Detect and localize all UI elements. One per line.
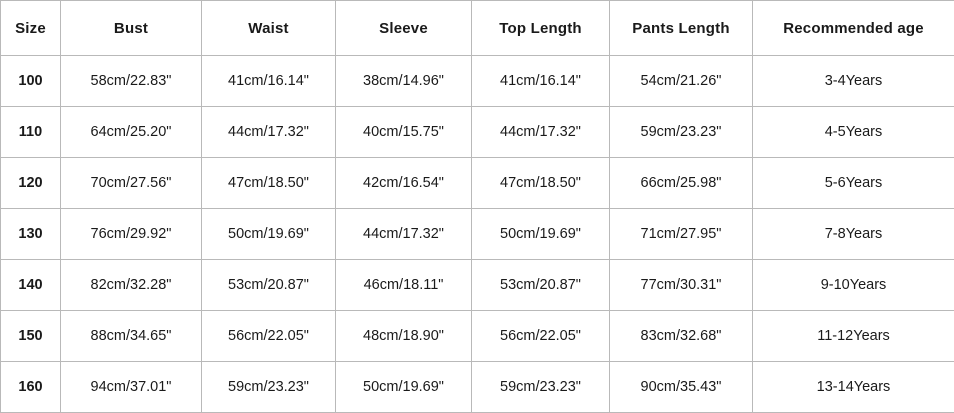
cell-bust: 82cm/32.28" bbox=[61, 260, 202, 311]
cell-bust: 58cm/22.83" bbox=[61, 56, 202, 107]
cell-recommended-age: 9-10Years bbox=[753, 260, 954, 311]
cell-top-length: 50cm/19.69" bbox=[472, 209, 610, 260]
cell-pants-length: 77cm/30.31" bbox=[610, 260, 753, 311]
cell-size: 160 bbox=[1, 362, 61, 413]
cell-sleeve: 42cm/16.54" bbox=[336, 158, 472, 209]
cell-sleeve: 50cm/19.69" bbox=[336, 362, 472, 413]
cell-recommended-age: 7-8Years bbox=[753, 209, 954, 260]
cell-pants-length: 71cm/27.95" bbox=[610, 209, 753, 260]
cell-recommended-age: 3-4Years bbox=[753, 56, 954, 107]
cell-top-length: 59cm/23.23" bbox=[472, 362, 610, 413]
table-row bbox=[1, 311, 954, 362]
cell-bust: 88cm/34.65" bbox=[61, 311, 202, 362]
table-body bbox=[1, 56, 954, 413]
table-row bbox=[1, 362, 954, 413]
table-row bbox=[1, 56, 954, 107]
column-header-size: Size bbox=[1, 1, 61, 56]
cell-bust: 70cm/27.56" bbox=[61, 158, 202, 209]
column-header-bust: Bust bbox=[61, 1, 202, 56]
table-row bbox=[1, 107, 954, 158]
cell-waist: 59cm/23.23" bbox=[202, 362, 336, 413]
cell-waist: 41cm/16.14" bbox=[202, 56, 336, 107]
cell-top-length: 44cm/17.32" bbox=[472, 107, 610, 158]
cell-pants-length: 66cm/25.98" bbox=[610, 158, 753, 209]
cell-size: 140 bbox=[1, 260, 61, 311]
cell-top-length: 47cm/18.50" bbox=[472, 158, 610, 209]
cell-waist: 50cm/19.69" bbox=[202, 209, 336, 260]
cell-waist: 47cm/18.50" bbox=[202, 158, 336, 209]
column-header-sleeve: Sleeve bbox=[336, 1, 472, 56]
cell-recommended-age: 5-6Years bbox=[753, 158, 954, 209]
table-header bbox=[1, 1, 954, 56]
cell-pants-length: 90cm/35.43" bbox=[610, 362, 753, 413]
cell-recommended-age: 13-14Years bbox=[753, 362, 954, 413]
cell-waist: 44cm/17.32" bbox=[202, 107, 336, 158]
cell-recommended-age: 4-5Years bbox=[753, 107, 954, 158]
column-header-recommended-age: Recommended age bbox=[753, 1, 954, 56]
cell-sleeve: 44cm/17.32" bbox=[336, 209, 472, 260]
cell-pants-length: 83cm/32.68" bbox=[610, 311, 753, 362]
cell-recommended-age: 11-12Years bbox=[753, 311, 954, 362]
cell-sleeve: 40cm/15.75" bbox=[336, 107, 472, 158]
table-row bbox=[1, 260, 954, 311]
cell-waist: 53cm/20.87" bbox=[202, 260, 336, 311]
cell-sleeve: 48cm/18.90" bbox=[336, 311, 472, 362]
column-header-waist: Waist bbox=[202, 1, 336, 56]
cell-size: 110 bbox=[1, 107, 61, 158]
table-row bbox=[1, 158, 954, 209]
table-row bbox=[1, 209, 954, 260]
cell-top-length: 56cm/22.05" bbox=[472, 311, 610, 362]
cell-waist: 56cm/22.05" bbox=[202, 311, 336, 362]
cell-size: 100 bbox=[1, 56, 61, 107]
cell-sleeve: 46cm/18.11" bbox=[336, 260, 472, 311]
table-header-row bbox=[1, 1, 954, 56]
column-header-top-length: Top Length bbox=[472, 1, 610, 56]
cell-sleeve: 38cm/14.96" bbox=[336, 56, 472, 107]
column-header-pants-length: Pants Length bbox=[610, 1, 753, 56]
cell-bust: 94cm/37.01" bbox=[61, 362, 202, 413]
cell-size: 120 bbox=[1, 158, 61, 209]
cell-bust: 76cm/29.92" bbox=[61, 209, 202, 260]
cell-top-length: 53cm/20.87" bbox=[472, 260, 610, 311]
cell-size: 150 bbox=[1, 311, 61, 362]
cell-pants-length: 59cm/23.23" bbox=[610, 107, 753, 158]
cell-size: 130 bbox=[1, 209, 61, 260]
cell-pants-length: 54cm/21.26" bbox=[610, 56, 753, 107]
cell-top-length: 41cm/16.14" bbox=[472, 56, 610, 107]
cell-bust: 64cm/25.20" bbox=[61, 107, 202, 158]
